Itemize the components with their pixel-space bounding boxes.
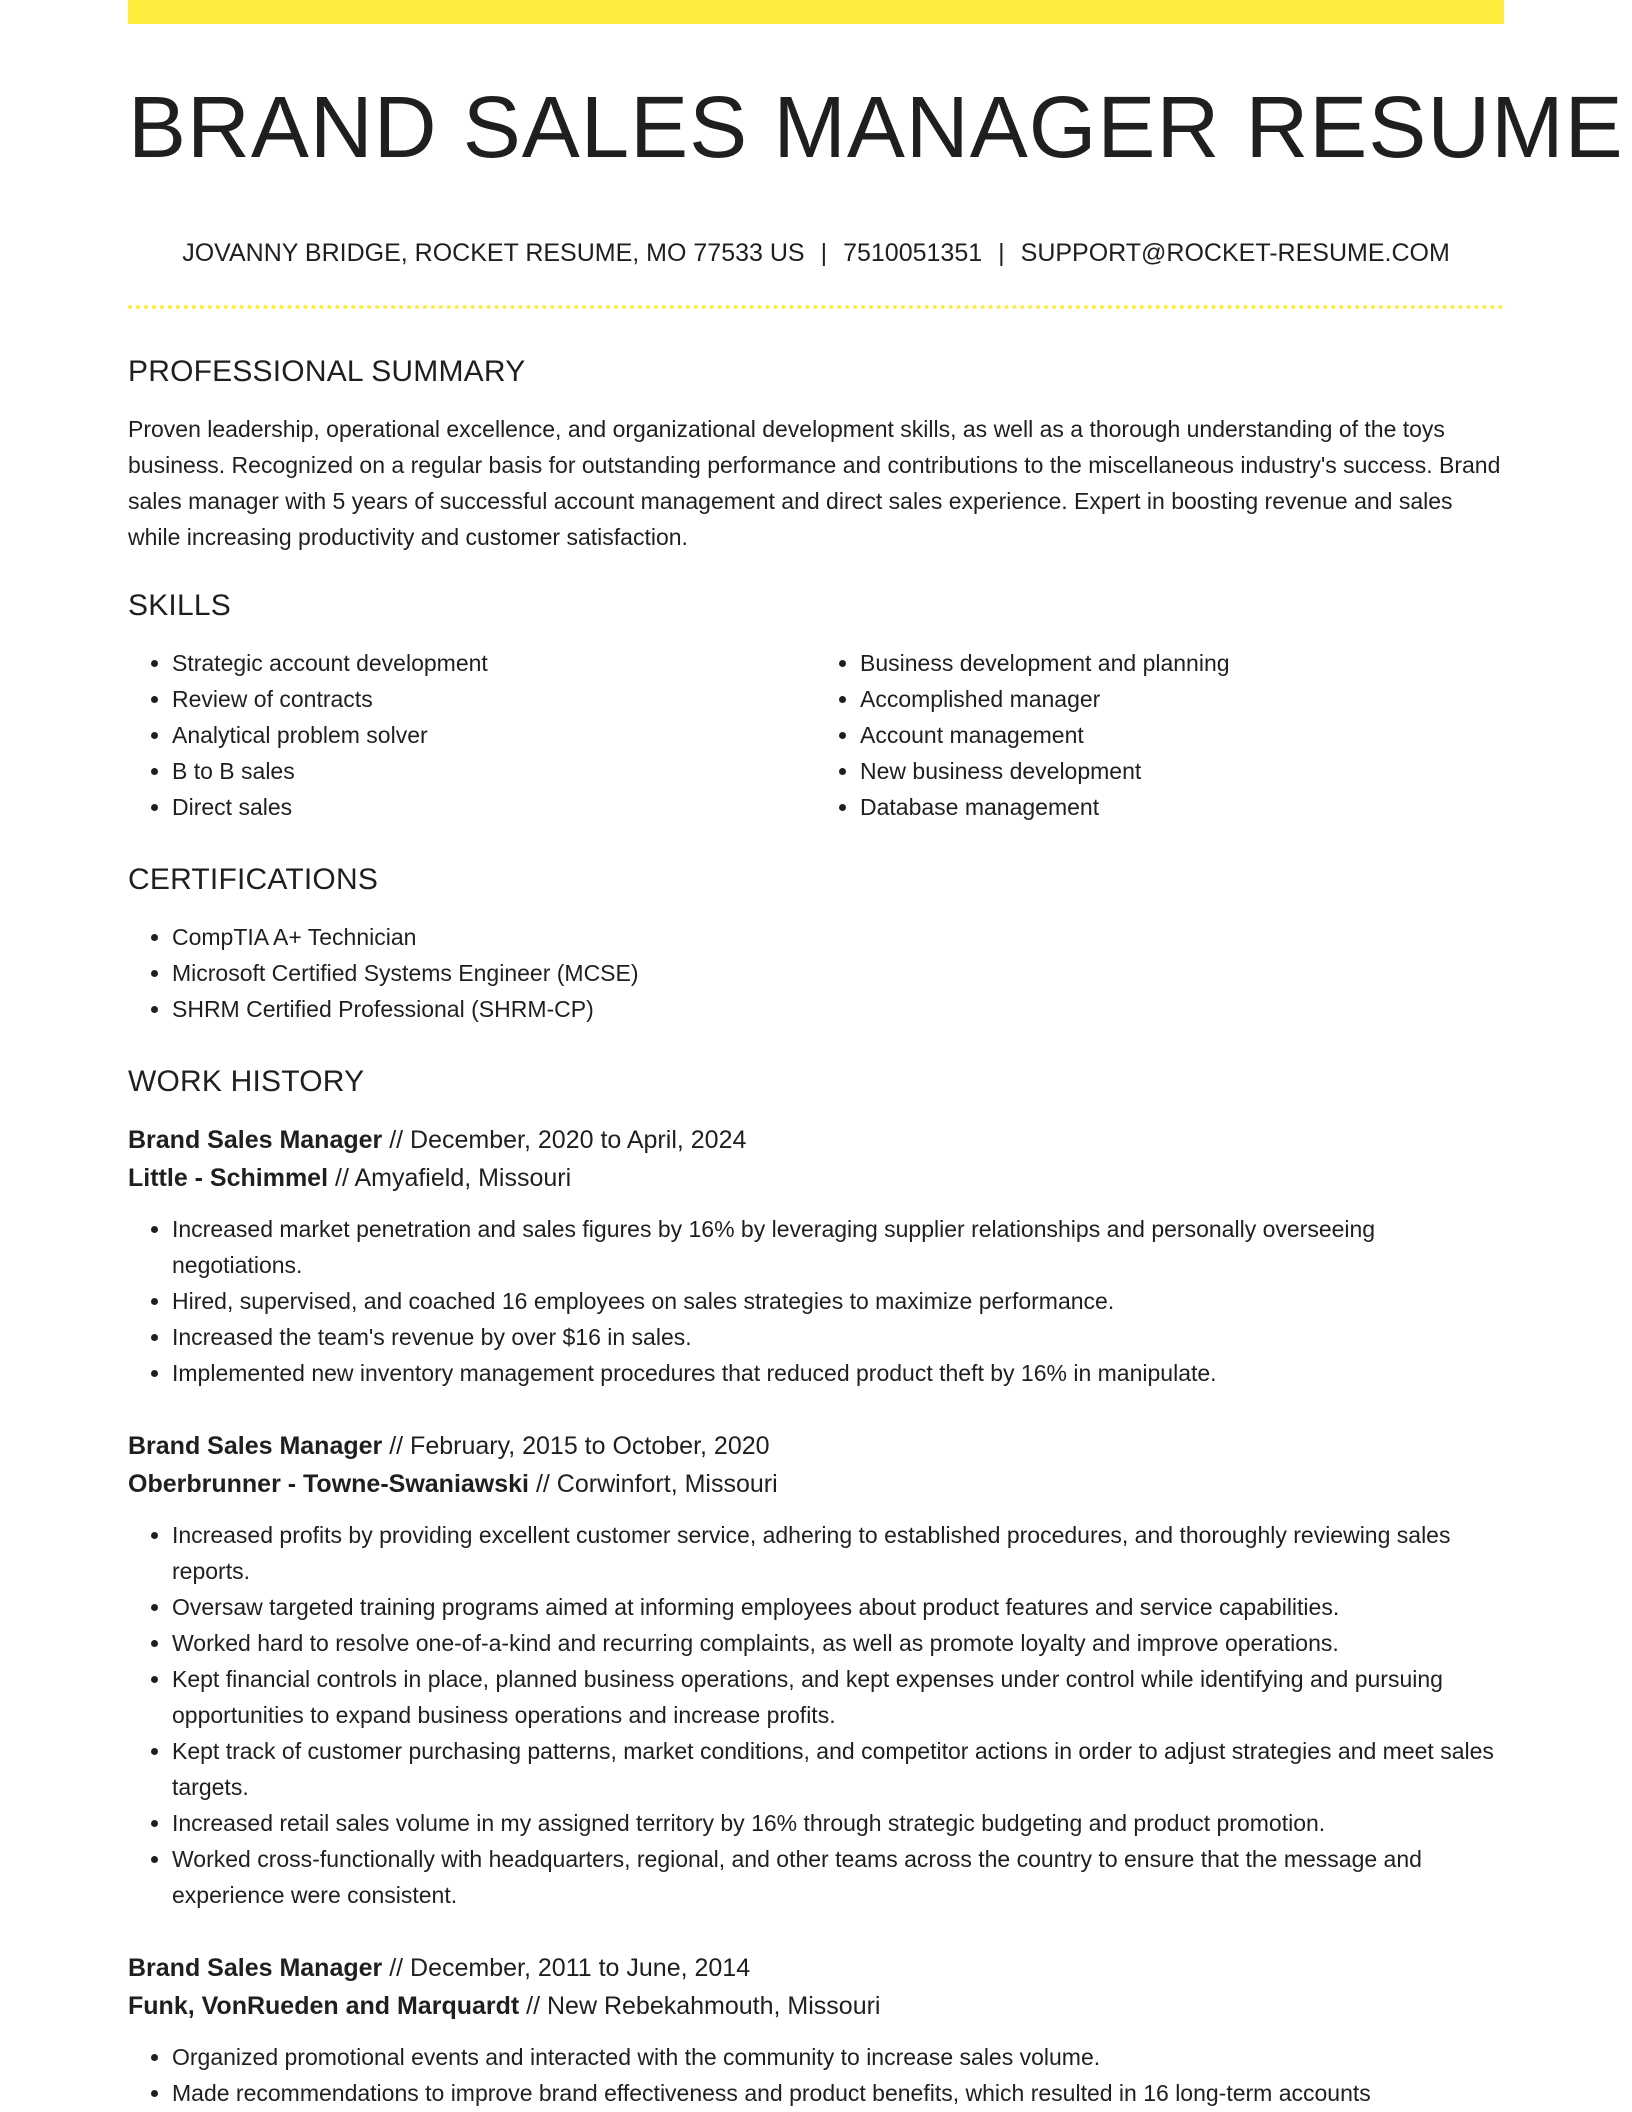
certification-item: • CompTIA A+ Technician xyxy=(172,919,1504,955)
resume-page xyxy=(128,0,1624,2111)
job-title: Brand Sales Manager xyxy=(128,1954,383,1982)
job-location: // Corwinfort, Missouri xyxy=(529,1470,778,1498)
job-bullet: • Oversaw targeted training programs aimed at informing employees about product features and service capabilities. xyxy=(172,1589,1504,1625)
job-bullets xyxy=(128,1517,1504,1913)
job-entry xyxy=(128,1121,1504,1391)
job-company: Little - Schimmel xyxy=(128,1164,329,1192)
job-company-line xyxy=(128,1465,1504,1503)
job-bullet: • Kept financial controls in place, planned business operations, and kept expenses under control while identifying and pursuing opportunities to expand business operations and increase profits. xyxy=(172,1661,1504,1733)
contact-address: JOVANNY BRIDGE, ROCKET RESUME, MO 77533 US xyxy=(182,239,805,267)
job-company: Oberbrunner - Towne-Swaniawski xyxy=(128,1470,529,1498)
top-accent-bar xyxy=(128,0,1504,24)
job-location: // Amyafield, Missouri xyxy=(328,1164,572,1192)
job-bullet: • Increased profits by providing excellent customer service, adhering to established procedures, and thoroughly reviewing sales reports. xyxy=(172,1517,1504,1589)
job-bullet: • Implemented new inventory management procedures that reduced product theft by 16% in manipulate. xyxy=(172,1355,1504,1391)
certifications-heading: CERTIFICATIONS xyxy=(128,863,379,896)
skill-item: • Database management xyxy=(860,789,1504,825)
skill-item: • New business development xyxy=(860,753,1504,789)
job-bullet: • Increased the team's revenue by over $16 in sales. xyxy=(172,1319,1504,1355)
job-dates: // December, 2011 to June, 2014 xyxy=(382,1954,751,1982)
skill-item: • Accomplished manager xyxy=(860,681,1504,717)
certification-item: • SHRM Certified Professional (SHRM-CP) xyxy=(172,991,1504,1027)
job-company-line xyxy=(128,1159,1504,1197)
job-entry xyxy=(128,1427,1504,1913)
certifications-list xyxy=(128,919,1504,1027)
job-title-line xyxy=(128,1121,1504,1159)
dotted-divider xyxy=(128,305,1504,309)
skill-item: • Direct sales xyxy=(172,789,816,825)
job-company-line xyxy=(128,1987,1504,2025)
job-dates: // February, 2015 to October, 2020 xyxy=(382,1432,770,1460)
skill-item: • Analytical problem solver xyxy=(172,717,816,753)
job-bullets xyxy=(128,1211,1504,1391)
summary-text: Proven leadership, operational excellence, and organizational development skills, as well as a thorough understanding of the toys business. Recognized on a regular basis for outstanding performance and contributions to the miscellaneous industry's success. Brand sales manager with 5 years of successful account management and direct sales experience. Expert in boosting revenue and sales while increasing productivity and customer satisfaction. xyxy=(128,416,1501,550)
skill-item: • Strategic account development xyxy=(172,645,816,681)
job-title: Brand Sales Manager xyxy=(128,1432,383,1460)
skills-heading: SKILLS xyxy=(128,589,231,622)
contact-separator: | xyxy=(820,239,828,267)
job-bullet: • Made recommendations to improve brand effectiveness and product benefits, which resulted in 16 long-term accounts xyxy=(172,2075,1504,2111)
contact-email: SUPPORT@ROCKET-RESUME.COM xyxy=(1020,239,1450,267)
job-bullet: • Worked cross-functionally with headquarters, regional, and other teams across the country to ensure that the message and experience were consistent. xyxy=(172,1841,1504,1913)
job-title-line xyxy=(128,1427,1504,1465)
job-dates: // December, 2020 to April, 2024 xyxy=(382,1126,747,1154)
job-bullet: • Increased market penetration and sales figures by 16% by leveraging supplier relationships and personally overseeing negotiations. xyxy=(172,1211,1504,1283)
job-title-line xyxy=(128,1949,1504,1987)
work-history-heading: WORK HISTORY xyxy=(128,1065,365,1098)
certification-item: • Microsoft Certified Systems Engineer (MCSE) xyxy=(172,955,1504,991)
skill-item: • Business development and planning xyxy=(860,645,1504,681)
job-bullet: • Organized promotional events and interacted with the community to increase sales volume. xyxy=(172,2039,1504,2075)
skill-item: • B to B sales xyxy=(172,753,816,789)
skill-item: • Account management xyxy=(860,717,1504,753)
job-bullet: • Increased retail sales volume in my assigned territory by 16% through strategic budgeting and product promotion. xyxy=(172,1805,1504,1841)
skill-item: • Review of contracts xyxy=(172,681,816,717)
contact-line xyxy=(128,241,1504,266)
summary-heading: PROFESSIONAL SUMMARY xyxy=(128,355,526,388)
job-bullets xyxy=(128,2039,1504,2111)
skills-list-right xyxy=(816,645,1504,825)
skills-list-left xyxy=(128,645,816,825)
skills-grid xyxy=(128,645,1504,825)
resume-title: BRAND SALES MANAGER RESUME xyxy=(128,79,1624,176)
job-bullet: • Kept track of customer purchasing patterns, market conditions, and competitor actions in order to adjust strategies and meet sales targets. xyxy=(172,1733,1504,1805)
job-bullet: • Worked hard to resolve one-of-a-kind and recurring complaints, as well as promote loyalty and improve operations. xyxy=(172,1625,1504,1661)
job-entry xyxy=(128,1949,1504,2111)
job-location: // New Rebekahmouth, Missouri xyxy=(519,1992,881,2020)
contact-separator: | xyxy=(998,239,1005,267)
job-title: Brand Sales Manager xyxy=(128,1126,383,1154)
job-bullet: • Hired, supervised, and coached 16 employees on sales strategies to maximize performance. xyxy=(172,1283,1504,1319)
contact-phone: 7510051351 xyxy=(843,239,983,267)
job-company: Funk, VonRueden and Marquardt xyxy=(128,1992,520,2020)
